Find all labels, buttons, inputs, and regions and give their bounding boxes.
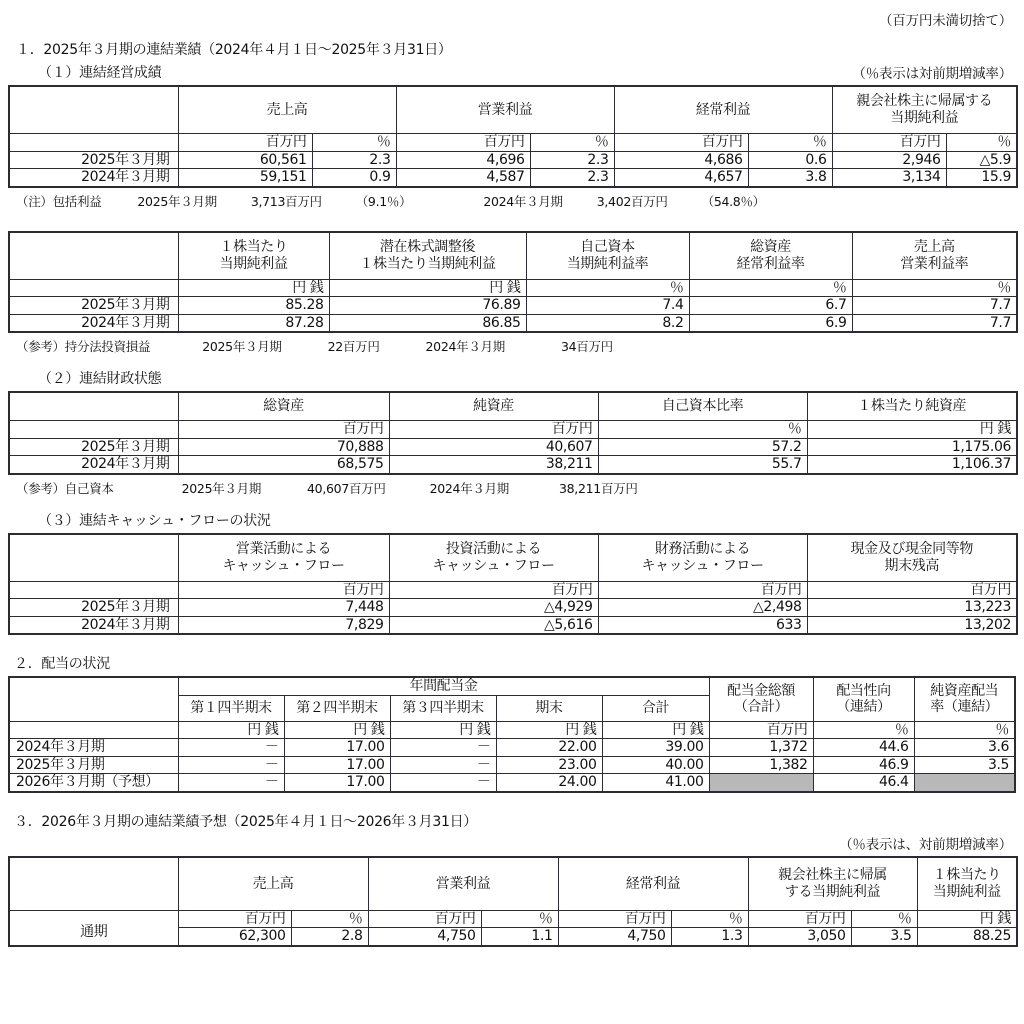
header-payout-ratio-line1: 配当性向 xyxy=(836,682,891,699)
cell-net-assets-2025: 40,607 xyxy=(389,438,598,456)
corner-cell-empty xyxy=(9,392,178,421)
section1-sub1-row xyxy=(8,59,1016,82)
ci-note-period2: 2024年３月期 xyxy=(483,193,563,209)
table-row xyxy=(9,297,1017,315)
cell-ordinary-forecast: 4,750 xyxy=(558,928,671,946)
section1-sub3-heading: （３）連結キャッシュ・フローの状況 xyxy=(38,512,271,529)
cell-diluted-eps-2024: 86.85 xyxy=(329,314,526,332)
header-profit-attributable-line2: する当期純利益 xyxy=(784,883,881,900)
cell-q3-2026: － xyxy=(390,774,496,792)
header-profit-attributable-line1: 親会社株主に帰属する xyxy=(856,93,993,110)
cell-ordinary-2024: 4,657 xyxy=(614,169,748,187)
table-row-units xyxy=(9,910,1017,928)
section1-sub1-heading: （１）連結経営成績 xyxy=(38,65,162,81)
unit-total: 円 銭 xyxy=(602,721,709,739)
header-dividend-total: 合計 xyxy=(602,695,709,721)
row-label-fy2025: 2025年３月期 xyxy=(9,438,178,456)
cell-roe-2024: 8.2 xyxy=(526,314,689,332)
cell-q1-2026: － xyxy=(178,774,284,792)
cell-ordinary-pct-forecast: 1.3 xyxy=(671,928,748,946)
table-row xyxy=(9,599,1017,617)
header-eps-line2: 当期純利益 xyxy=(932,883,1001,900)
header-diluted-eps-line1: 潜在株式調整後 xyxy=(379,239,476,256)
em-note-period1: 2025年３月期 xyxy=(202,339,282,355)
header-payout-ratio-line2: （連結） xyxy=(836,699,891,716)
table-row xyxy=(9,151,1017,169)
unit-row-label-empty xyxy=(9,421,178,439)
cell-net-assets-2024: 38,211 xyxy=(389,456,598,474)
cell-operating-margin-2025: 7.7 xyxy=(852,297,1017,315)
unit-operating-pct: ％ xyxy=(481,910,558,928)
unit-cash-end: 百万円 xyxy=(807,581,1017,599)
cell-total-assets-2025: 70,888 xyxy=(178,438,389,456)
cell-q1-2024: － xyxy=(178,739,284,757)
cell-payout-ratio-2026: 46.4 xyxy=(813,774,914,792)
header-total-assets: 総資産 xyxy=(178,392,389,421)
header-ordinary-income: 経常利益 xyxy=(558,857,748,911)
ci-note-pct2: （54.8％） xyxy=(701,193,765,209)
table-row-units xyxy=(9,581,1017,599)
header-roe-line1: 自己資本 xyxy=(580,239,635,256)
unit-investing-cf: 百万円 xyxy=(389,581,598,599)
header-net-sales: 売上高 xyxy=(178,86,396,134)
row-label-fy2025: 2025年３月期 xyxy=(9,756,178,774)
row-label-fy2024: 2024年３月期 xyxy=(9,456,178,474)
row-label-fy2024: 2024年３月期 xyxy=(9,616,178,634)
header-investing-cf-line2: キャッシュ・フロー xyxy=(432,557,555,574)
unit-q1: 円 銭 xyxy=(178,721,284,739)
header-dividend-on-equity-line2: 率（連結） xyxy=(930,699,999,716)
corner-cell-empty xyxy=(9,677,178,721)
cell-net-sales-pct-2025: 2.3 xyxy=(312,151,396,169)
em-note-value1: 22百万円 xyxy=(327,339,380,355)
header-roe xyxy=(526,232,689,280)
table-row-units xyxy=(9,134,1017,152)
unit-net-sales-pct: ％ xyxy=(291,910,368,928)
section1-heading: １．2025年３月期の連結業績（2024年４月１日～2025年３月31日） xyxy=(16,42,452,58)
cell-bps-2024: 1,106.37 xyxy=(807,456,1017,474)
cell-investing-cf-2024: △5,616 xyxy=(389,616,598,634)
header-roa xyxy=(689,232,852,280)
cell-doe-2025: 3.5 xyxy=(914,756,1015,774)
cell-ordinary-pct-2024: 3.8 xyxy=(748,169,832,187)
header-financing-cf-line1: 財務活動による xyxy=(654,541,751,558)
row-label-fy2025: 2025年３月期 xyxy=(9,599,178,617)
header-eps xyxy=(917,857,1017,911)
cell-profit-2024: 3,134 xyxy=(832,169,946,187)
header-net-assets: 純資産 xyxy=(389,392,598,421)
ci-note-value1: 3,713百万円 xyxy=(250,193,322,209)
unit-total-amount: 百万円 xyxy=(709,721,813,739)
ci-note-pct1: （9.1％） xyxy=(355,193,412,209)
cell-cash-end-2024: 13,202 xyxy=(807,616,1017,634)
header-financing-cf-line2: キャッシュ・フロー xyxy=(641,557,764,574)
unit-row-label-empty xyxy=(9,134,178,152)
cell-payout-ratio-2025: 46.9 xyxy=(813,756,914,774)
header-roe-line2: 当期純利益率 xyxy=(566,255,649,272)
eq-note-label: （参考）自己資本 xyxy=(16,480,114,496)
header-eps xyxy=(178,232,329,280)
unit-net-sales-pct: ％ xyxy=(312,134,396,152)
corner-cell-empty xyxy=(9,857,178,911)
header-profit-attributable-line2: 当期純利益 xyxy=(890,110,959,126)
cell-financing-cf-2025: △2,498 xyxy=(598,599,807,617)
header-operating-cf-line1: 営業活動による xyxy=(235,541,332,558)
cell-q2-2026: 17.00 xyxy=(284,774,390,792)
cell-eps-2025: 85.28 xyxy=(178,297,329,315)
table-row-group-header xyxy=(9,232,1017,280)
cell-total-2026: 41.00 xyxy=(602,774,709,792)
cell-net-sales-pct-forecast: 2.8 xyxy=(291,928,368,946)
header-net-sales: 売上高 xyxy=(178,857,368,911)
cell-total-2025: 40.00 xyxy=(602,756,709,774)
unit-row-label-empty xyxy=(9,721,178,739)
header-payout-ratio xyxy=(813,677,914,721)
cell-operating-pct-forecast: 1.1 xyxy=(481,928,558,946)
cell-financing-cf-2024: 633 xyxy=(598,616,807,634)
corner-cell-empty xyxy=(9,232,178,280)
cell-operating-pct-2025: 2.3 xyxy=(530,151,614,169)
header-q1-end: 第１四半期末 xyxy=(178,695,284,721)
em-note-period2: 2024年３月期 xyxy=(425,339,505,355)
cell-profit-pct-2024: 15.9 xyxy=(946,169,1017,187)
header-total-dividend-line1: 配当金総額 xyxy=(727,682,796,699)
unit-eps: 円 銭 xyxy=(917,910,1017,928)
header-q3-end: 第３四半期末 xyxy=(390,695,496,721)
row-label-fy2026-forecast: 2026年３月期（予想） xyxy=(9,774,178,792)
cell-doe-2026-shaded xyxy=(914,774,1015,792)
cell-cash-end-2025: 13,223 xyxy=(807,599,1017,617)
equity-method-note xyxy=(8,333,1016,355)
unit-net-assets: 百万円 xyxy=(389,421,598,439)
header-roa-line1: 総資産 xyxy=(750,239,791,256)
cell-operating-margin-2024: 7.7 xyxy=(852,314,1017,332)
unit-profit-million: 百万円 xyxy=(832,134,946,152)
unit-net-sales-million: 百万円 xyxy=(178,910,291,928)
cell-payout-ratio-2024: 44.6 xyxy=(813,739,914,757)
table-row xyxy=(9,438,1017,456)
cell-year-end-2025: 23.00 xyxy=(496,756,602,774)
unit-total-assets: 百万円 xyxy=(178,421,389,439)
cell-operating-cf-2025: 7,448 xyxy=(178,599,389,617)
table-row xyxy=(9,739,1015,757)
header-operating-cf xyxy=(178,534,389,582)
cell-total-amount-2025: 1,382 xyxy=(709,756,813,774)
unit-financing-cf: 百万円 xyxy=(598,581,807,599)
consolidated-results-table xyxy=(8,85,1018,188)
cell-profit-2025: 2,946 xyxy=(832,151,946,169)
eq-note-period1: 2025年３月期 xyxy=(181,480,262,496)
row-label-fy2024: 2024年３月期 xyxy=(9,314,178,332)
table-row-group-header xyxy=(9,677,1015,695)
table-row-group-header xyxy=(9,857,1017,911)
header-operating-margin-line2: 営業利益率 xyxy=(900,255,969,272)
cell-year-end-2024: 22.00 xyxy=(496,739,602,757)
header-cash-end xyxy=(807,534,1017,582)
cell-q3-2025: － xyxy=(390,756,496,774)
unit-operating-cf: 百万円 xyxy=(178,581,389,599)
cell-operating-forecast: 4,750 xyxy=(368,928,481,946)
cell-net-sales-forecast: 62,300 xyxy=(178,928,291,946)
unit-q2: 円 銭 xyxy=(284,721,390,739)
table-row xyxy=(9,616,1017,634)
cell-roa-2025: 6.7 xyxy=(689,297,852,315)
table-row-units xyxy=(9,279,1017,297)
pct-note-section1: （％表示は対前期増減率） xyxy=(852,66,1012,82)
cell-doe-2024: 3.6 xyxy=(914,739,1015,757)
header-operating-cf-line2: キャッシュ・フロー xyxy=(222,557,345,574)
header-operating-margin-line1: 売上高 xyxy=(913,239,955,256)
unit-ordinary-pct: ％ xyxy=(671,910,748,928)
dividend-table xyxy=(8,676,1016,793)
table-row xyxy=(9,169,1017,187)
header-profit-attributable-line1: 親会社株主に帰属 xyxy=(778,867,887,884)
header-bps: １株当たり純資産 xyxy=(807,392,1017,421)
table-row xyxy=(9,756,1015,774)
unit-eps: 円 銭 xyxy=(178,279,329,297)
ci-note-value2: 3,402百万円 xyxy=(596,193,668,209)
cell-roa-2024: 6.9 xyxy=(689,314,852,332)
corner-cell-empty xyxy=(9,534,178,582)
pct-note-section3: （％表示は、対前期増減率） xyxy=(839,836,1012,853)
cell-q2-2025: 17.00 xyxy=(284,756,390,774)
section2-heading: ２．配当の状況 xyxy=(14,656,110,673)
unit-operating-million: 百万円 xyxy=(396,134,530,152)
table-row-units xyxy=(9,421,1017,439)
unit-doe: ％ xyxy=(914,721,1015,739)
header-operating-income: 営業利益 xyxy=(396,86,614,134)
header-equity-ratio: 自己資本比率 xyxy=(598,392,807,421)
header-cash-end-line1: 現金及び現金同等物 xyxy=(850,541,973,558)
header-financing-cf xyxy=(598,534,807,582)
forecast-table xyxy=(8,856,1018,947)
header-year-end: 期末 xyxy=(496,695,602,721)
cell-total-assets-2024: 68,575 xyxy=(178,456,389,474)
unit-operating-margin: ％ xyxy=(852,279,1017,297)
cell-q3-2024: － xyxy=(390,739,496,757)
cell-net-sales-pct-2024: 0.9 xyxy=(312,169,396,187)
unit-net-sales-million: 百万円 xyxy=(178,134,312,152)
cell-operating-pct-2024: 2.3 xyxy=(530,169,614,187)
row-label-fy2024: 2024年３月期 xyxy=(9,169,178,187)
financial-position-table xyxy=(8,391,1018,475)
header-annual-dividend: 年間配当金 xyxy=(178,677,709,695)
cell-ordinary-2025: 4,686 xyxy=(614,151,748,169)
header-q2-end: 第２四半期末 xyxy=(284,695,390,721)
header-total-dividend xyxy=(709,677,813,721)
header-dividend-on-equity xyxy=(914,677,1015,721)
header-ordinary-income: 経常利益 xyxy=(614,86,832,134)
header-investing-cf xyxy=(389,534,598,582)
em-note-value2: 34百万円 xyxy=(560,339,613,355)
unit-diluted-eps: 円 銭 xyxy=(329,279,526,297)
unit-q3: 円 銭 xyxy=(390,721,496,739)
cell-bps-2025: 1,175.06 xyxy=(807,438,1017,456)
unit-bps: 円 銭 xyxy=(807,421,1017,439)
em-note-label: （参考）持分法投資損益 xyxy=(16,339,151,355)
rounding-note: （百万円未満切捨て） xyxy=(879,13,1012,29)
cell-equity-ratio-2025: 57.2 xyxy=(598,438,807,456)
row-label-fy2025: 2025年３月期 xyxy=(9,297,178,315)
cell-total-2024: 39.00 xyxy=(602,739,709,757)
cell-eps-forecast: 88.25 xyxy=(917,928,1017,946)
table-row-units xyxy=(9,721,1015,739)
cell-diluted-eps-2025: 76.89 xyxy=(329,297,526,315)
table-row xyxy=(9,456,1017,474)
cell-profit-pct-2025: △5.9 xyxy=(946,151,1017,169)
unit-row-label-empty xyxy=(9,279,178,297)
unit-year-end: 円 銭 xyxy=(496,721,602,739)
header-operating-income: 営業利益 xyxy=(368,857,558,911)
cell-profit-forecast: 3,050 xyxy=(748,928,851,946)
ci-note-period1: 2025年３月期 xyxy=(137,193,217,209)
unit-equity-ratio: ％ xyxy=(598,421,807,439)
table-row-group-header xyxy=(9,86,1017,134)
unit-roe: ％ xyxy=(526,279,689,297)
table-row-group-header xyxy=(9,534,1017,582)
header-investing-cf-line1: 投資活動による xyxy=(445,541,542,558)
header-dividend-on-equity-line1: 純資産配当 xyxy=(930,682,999,699)
cell-operating-2025: 4,696 xyxy=(396,151,530,169)
cell-net-sales-2024: 59,151 xyxy=(178,169,312,187)
per-share-table xyxy=(8,231,1018,334)
cell-investing-cf-2025: △4,929 xyxy=(389,599,598,617)
header-eps-line1: １株当たり xyxy=(932,867,1001,884)
unit-ordinary-pct: ％ xyxy=(748,134,832,152)
cell-net-sales-2025: 60,561 xyxy=(178,151,312,169)
section1-sub2-heading: （２）連結財政状態 xyxy=(38,371,162,388)
comprehensive-income-note xyxy=(8,188,1016,210)
header-diluted-eps-line2: １株当たり当期純利益 xyxy=(359,255,496,272)
cell-year-end-2026: 24.00 xyxy=(496,774,602,792)
cell-profit-pct-forecast: 3.5 xyxy=(851,928,917,946)
table-row-group-header xyxy=(9,392,1017,421)
cell-total-amount-2026-shaded xyxy=(709,774,813,792)
cell-total-amount-2024: 1,372 xyxy=(709,739,813,757)
header-eps-line1: １株当たり xyxy=(219,239,288,256)
unit-profit-pct: ％ xyxy=(851,910,917,928)
header-profit-attributable xyxy=(832,86,1017,134)
unit-ordinary-million: 百万円 xyxy=(614,134,748,152)
header-profit-attributable xyxy=(748,857,917,911)
equity-note xyxy=(8,475,1016,497)
cashflow-table xyxy=(8,533,1018,636)
unit-profit-million: 百万円 xyxy=(748,910,851,928)
corner-cell-empty xyxy=(9,86,178,134)
cell-q2-2024: 17.00 xyxy=(284,739,390,757)
cell-operating-2024: 4,587 xyxy=(396,169,530,187)
cell-eps-2024: 87.28 xyxy=(178,314,329,332)
unit-row-label-empty xyxy=(9,581,178,599)
unit-ordinary-million: 百万円 xyxy=(558,910,671,928)
section3-heading: ３．2026年３月期の連結業績予想（2025年４月１日～2026年３月31日） xyxy=(14,813,478,830)
cell-equity-ratio-2024: 55.7 xyxy=(598,456,807,474)
row-label-fy2024: 2024年３月期 xyxy=(9,739,178,757)
cell-roe-2025: 7.4 xyxy=(526,297,689,315)
table-row-forecast xyxy=(9,774,1015,792)
header-cash-end-line2: 期末残高 xyxy=(884,557,939,574)
cell-q1-2025: － xyxy=(178,756,284,774)
unit-roa: ％ xyxy=(689,279,852,297)
header-diluted-eps xyxy=(329,232,526,280)
unit-operating-pct: ％ xyxy=(530,134,614,152)
cell-operating-cf-2024: 7,829 xyxy=(178,616,389,634)
row-label-full-year: 通期 xyxy=(9,910,178,946)
unit-profit-pct: ％ xyxy=(946,134,1017,152)
cell-ordinary-pct-2025: 0.6 xyxy=(748,151,832,169)
eq-note-period2: 2024年３月期 xyxy=(429,480,509,496)
ci-note-label: （注）包括利益 xyxy=(16,193,102,209)
unit-operating-million: 百万円 xyxy=(368,910,481,928)
header-total-dividend-line2: （合計） xyxy=(733,699,789,716)
eq-note-value1: 40,607百万円 xyxy=(307,480,386,496)
header-roa-line2: 経常利益率 xyxy=(736,255,805,272)
header-operating-margin xyxy=(852,232,1017,280)
table-row xyxy=(9,314,1017,332)
row-label-fy2025: 2025年３月期 xyxy=(9,151,178,169)
unit-payout-ratio: ％ xyxy=(813,721,914,739)
header-eps-line2: 当期純利益 xyxy=(219,255,288,272)
eq-note-value2: 38,211百万円 xyxy=(559,480,638,496)
